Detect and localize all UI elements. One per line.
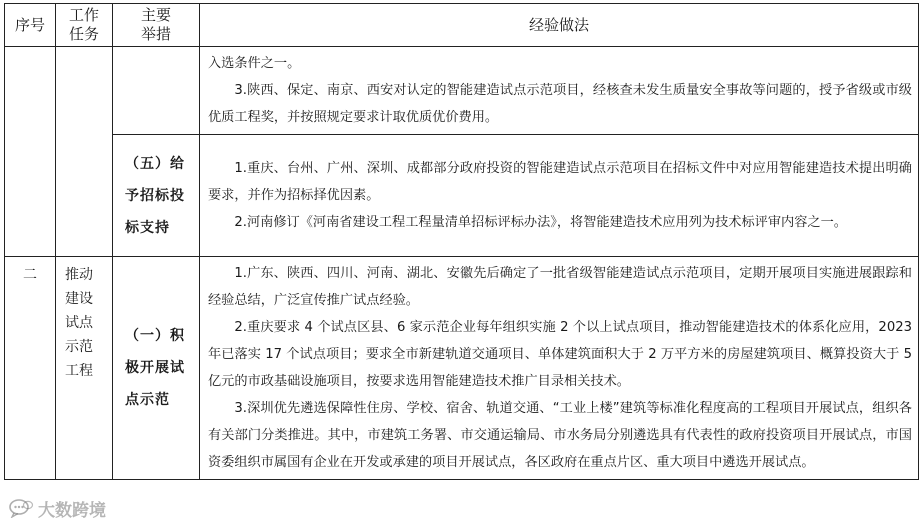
cell-no-empty [5, 47, 56, 257]
experience-paragraph: 1.重庆、台州、广州、深圳、成都部分政府投资的智能建造试点示范项目在招标文件中对应用智能建造技术提出明确要求，并作为招标择优因素。 [208, 161, 912, 203]
experience-paragraph: 3.陕西、保定、南京、西安对认定的智能建造试点示范项目，经核查未发生质量安全事故等问题的，授予省级或市级优质工程奖，并按照规定要求计取优质优价费用。 [208, 83, 912, 125]
cell-no: 二 [5, 257, 56, 480]
table-row [5, 135, 919, 257]
header-measure-label: 主要举措 [141, 6, 172, 43]
experience-paragraph: 2.重庆要求 4 个试点区县、6 家示范企业每年组织实施 2 个以上试点项目，推动智能建造技术的体系化应用，2023 年已落实 17 个试点项目；要求全市新建轨道交通项目、单体建筑面积大于 2 万平方米的房屋建筑项目、概算投资大于 5 亿元的市政基础设施项目，按要求选用智能建造技术推广目录相关技术。 [208, 320, 912, 389]
experience-paragraph: 2.河南修订《河南省建设工程工程量清单招标评标办法》，将智能建造技术应用列为技术标评审内容之一。 [234, 215, 847, 230]
cell-measure: （五）给予招标投标支持 [113, 135, 200, 257]
experience-table [4, 3, 919, 480]
cell-measure-empty [113, 47, 200, 135]
cell-task-empty [56, 47, 113, 257]
watermark-text: 大数跨境 [38, 500, 106, 521]
header-no: 序号 [5, 4, 56, 47]
cell-experience [200, 257, 919, 480]
header-measure [113, 4, 200, 47]
table-header-row [5, 4, 919, 47]
header-experience: 经验做法 [200, 4, 919, 47]
cell-experience [200, 135, 919, 257]
experience-paragraph: 入选条件之一。 [208, 56, 301, 71]
header-task [56, 4, 113, 47]
cell-task: 推动建设试点示范工程 [56, 257, 113, 480]
table-row [5, 47, 919, 135]
experience-paragraph: 3.深圳优先遴选保障性住房、学校、宿舍、轨道交通、“工业上楼”建筑等标准化程度高的工程项目开展试点，组织各有关部门分类推进。其中，市建筑工务署、市交通运输局、市水务局分别遴选具有代表性的政府投资项目开展试点，市国资委组织市属国有企业在开发或承建的项目开展试点，各区政府在重点片区、重大项目中遴选开展试点。 [208, 401, 912, 470]
watermark [8, 496, 106, 520]
chat-bubble-icon [8, 498, 34, 518]
cell-experience [200, 47, 919, 135]
header-task-label: 工作任务 [69, 6, 100, 43]
table-row [5, 257, 919, 480]
experience-paragraph: 1.广东、陕西、四川、河南、湖北、安徽先后确定了一批省级智能建造试点示范项目，定期开展项目实施进展跟踪和经验总结，广泛宣传推广试点经验。 [208, 266, 912, 308]
cell-measure: （一）积极开展试点示范 [113, 257, 200, 480]
